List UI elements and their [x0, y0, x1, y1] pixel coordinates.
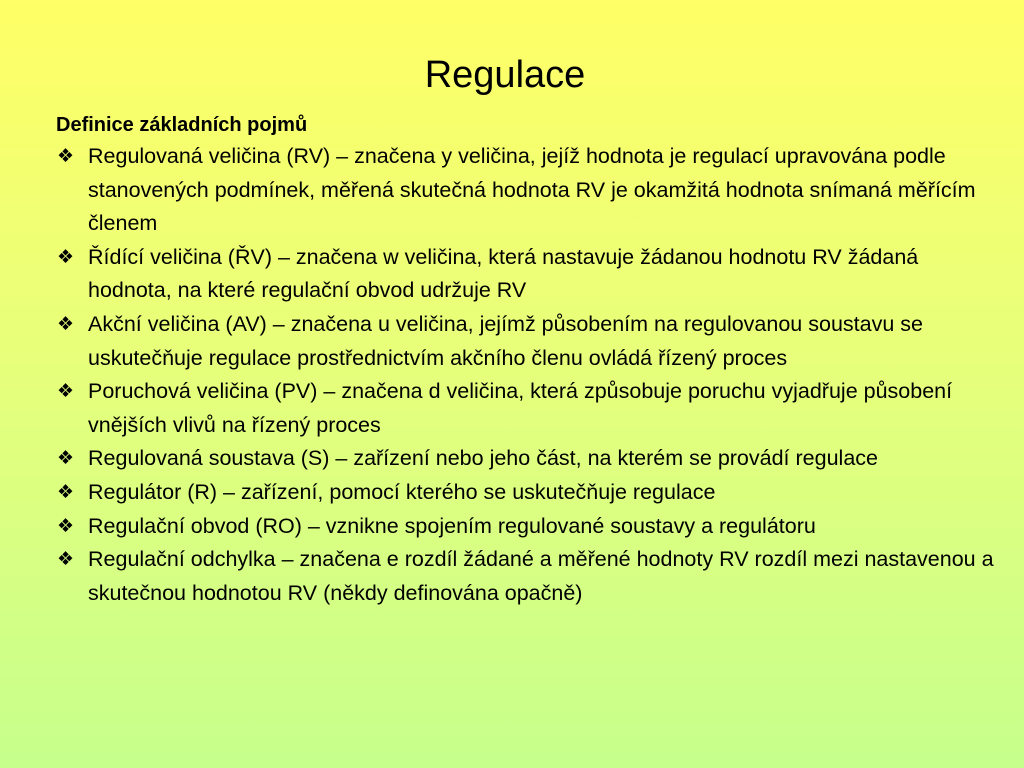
definition-text: Poruchová veličina (PV) – značena d veličina, která způsobuje poruchu vyjadřuje působení vnějších vlivů na řízený proces	[88, 379, 953, 437]
diamond-bullet-icon: ❖	[57, 381, 75, 403]
diamond-bullet-icon: ❖	[57, 481, 75, 503]
diamond-bullet-icon: ❖	[57, 515, 75, 537]
definition-text: Regulátor (R) – zařízení, pomocí kterého se uskutečňuje regulace	[88, 479, 716, 504]
diamond-bullet-icon: ❖	[57, 448, 75, 470]
definition-item	[56, 375, 1006, 442]
slide-title: Regulace	[424, 54, 586, 96]
definition-text: Regulační odchylka – značena e rozdíl žádané a měřené hodnoty RV rozdíl mezi nastavenou a skutečnou hodnotou RV (někdy definována opačně)	[88, 547, 994, 605]
diamond-bullet-icon: ❖	[57, 246, 75, 268]
diamond-bullet-icon: ❖	[57, 313, 75, 335]
section-heading: Definice základních pojmů	[56, 114, 308, 136]
definition-text: Regulovaná veličina (RV) – značena y veličina, jejíž hodnota je regulací upravována podle stanovených podmínek, měřená skutečná hodnota RV je okamžitá hodnota snímaná měřícím členem	[88, 144, 976, 236]
definition-text: Regulační obvod (RO) – vznikne spojením regulované soustavy a regulátoru	[88, 513, 816, 538]
definition-text: Řídící veličina (ŘV) – značena w veličina, která nastavuje žádanou hodnotu RV žádaná hodnota, na které regulační obvod udržuje RV	[88, 244, 919, 303]
definition-item	[56, 442, 1006, 476]
definition-item	[56, 510, 1006, 544]
definition-item	[56, 476, 1006, 510]
definition-item	[56, 140, 1006, 241]
definition-list	[56, 140, 1006, 610]
definition-item	[56, 308, 1006, 375]
definition-item	[56, 241, 1006, 308]
definition-text: Regulovaná soustava (S) – zařízení nebo jeho část, na kterém se provádí regulace	[88, 446, 878, 471]
definition-text: Akční veličina (AV) – značena u veličina, jejímž působením na regulovanou soustavu se uskutečňuje regulace prostřednictvím akčního členu ovládá řízený proces	[88, 311, 923, 370]
definition-item	[56, 543, 1006, 610]
diamond-bullet-icon: ❖	[57, 549, 75, 571]
slide-content	[56, 110, 1006, 610]
diamond-bullet-icon: ❖	[57, 146, 75, 167]
